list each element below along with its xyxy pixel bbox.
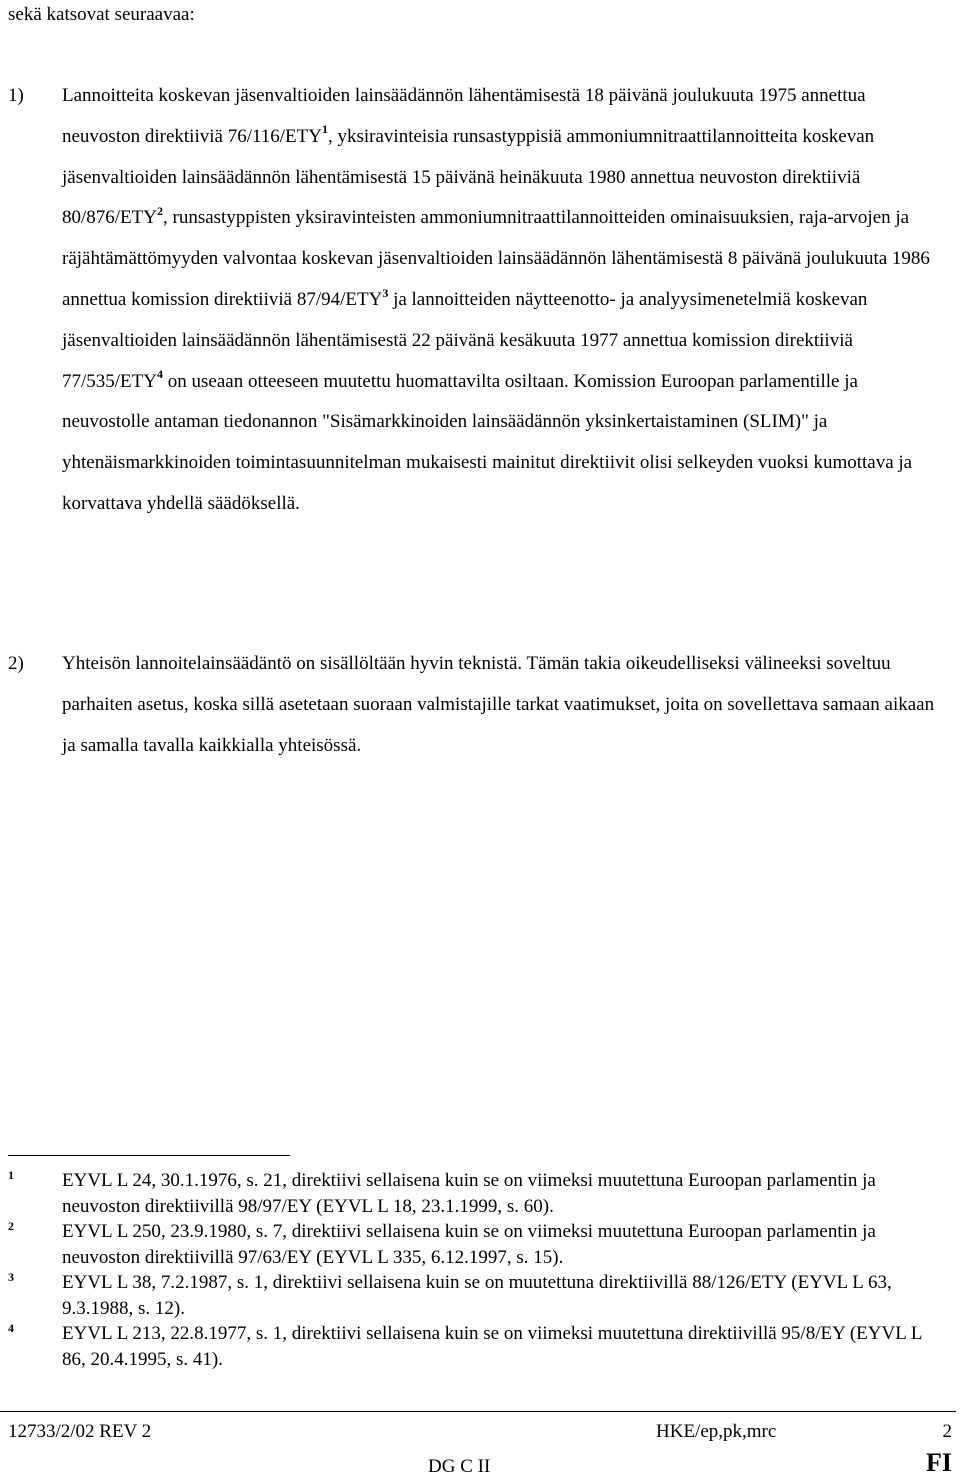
paragraph-text-segment: , yksiravinteisia runsastyppisiä ammoniumnitraattilannoitteita koskevan jäsenvaltioiden lainsäädännön lähentämisestä 15 päivänä heinäkuuta 1980 annettua neuvoston direktiiviä 80/876/ETY bbox=[62, 125, 875, 229]
footnote-number: 4 bbox=[8, 1321, 14, 1335]
footnote-number: 3 bbox=[8, 1270, 14, 1284]
paragraph-text bbox=[62, 644, 938, 766]
footnote-3 bbox=[8, 1270, 938, 1321]
paragraph-text-segment: ja lannoitteiden näytteenotto- ja analyysimenetelmiä koskevan jäsenvaltioiden lainsäädännön lähentämisestä 22 päivänä kesäkuuta 1977 annettua komission direktiiviä 77/535/ETY bbox=[62, 288, 868, 392]
author-initials: HKE/ep,pk,mrc bbox=[656, 1421, 777, 1442]
numbered-paragraph-2 bbox=[8, 644, 938, 766]
directorate-label: DG C II bbox=[428, 1456, 491, 1477]
footnote-text: EYVL L 24, 30.1.1976, s. 21, direktiivi sellaisena kuin se on viimeksi muutettuna Euroopan parlamentin ja neuvoston direktiivillä 98/97/EY (EYVL L 18, 23.1.1999, s. 60). bbox=[62, 1170, 876, 1217]
footnote-number: 1 bbox=[8, 1168, 14, 1182]
paragraph-text-segment: Yhteisön lannoitelainsäädäntö on sisällöltään hyvin teknistä. Tämän takia oikeudelliseksi välineeksi soveltuu parhaiten asetus, koska sillä asetetaan suoraan valmistajille tarkat vaatimukset, joita on sovellettava samaan aikaan ja samalla tavalla kaikkialla yhteisössä. bbox=[62, 653, 935, 756]
footnote-ref[interactable]: 1 bbox=[321, 122, 328, 137]
footnote-ref[interactable]: 4 bbox=[157, 367, 163, 382]
footnote-4 bbox=[8, 1321, 938, 1372]
footnote-ref[interactable]: 3 bbox=[382, 285, 389, 300]
footnote-1 bbox=[8, 1168, 938, 1219]
footnote-2 bbox=[8, 1219, 938, 1270]
footnote-text: EYVL L 213, 22.8.1977, s. 1, direktiivi sellaisena kuin se on viimeksi muutettuna direktiivillä 95/8/EY (EYVL L 86, 20.4.1995, s. 41). bbox=[62, 1323, 922, 1370]
footnote-text: EYVL L 250, 23.9.1980, s. 7, direktiivi sellaisena kuin se on viimeksi muutettuna Euroopan parlamentin ja neuvoston direktiivillä 97/63/EY (EYVL L 335, 6.12.1997, s. 15). bbox=[62, 1221, 876, 1268]
footnote-text: EYVL L 38, 7.2.1987, s. 1, direktiivi sellaisena kuin se on muutettuna direktiivillä 88/126/ETY (EYVL L 63, 9.3.1988, s. 12). bbox=[62, 1272, 892, 1319]
page-number: 2 bbox=[942, 1421, 952, 1442]
paragraph-text bbox=[62, 76, 938, 525]
footnote-separator bbox=[8, 1155, 290, 1156]
paragraph-text-segment: , runsastyppisten yksiravinteisten ammoniumnitraattilannoitteiden ominaisuuksien, raja-arvojen ja räjähtämättömyyden valvontaa koskevan jäsenvaltioiden lainsäädännön lähentämisestä 8 päivänä joulukuuta 1986 annettua komission direktiiviä 87/94/ETY bbox=[62, 207, 930, 310]
language-code: FI bbox=[926, 1448, 952, 1477]
footnote-number: 2 bbox=[8, 1219, 14, 1233]
paragraph-text-segment: on useaan otteeseen muutettu huomattavilta osiltaan. Komission Euroopan parlamentille ja neuvostolle antaman tiedonannon "Sisämarkkinoiden lainsäädännön yksinkertaistaminen (SLIM)" ja yhtenäismarkkinoiden toimintasuunnitelman mukaisesti mainitut direktiivit olisi selkeyden vuoksi kumottava ja korvattava yhdellä säädöksellä. bbox=[62, 370, 913, 514]
document-reference: 12733/2/02 REV 2 bbox=[8, 1421, 152, 1442]
paragraph-number: 1) bbox=[8, 85, 24, 106]
paragraph-text-segment: Lannoitteita koskevan jäsenvaltioiden lainsäädännön lähentämisestä 18 päivänä joulukuuta 1975 annettua neuvoston direktiiviä 76/116/ETY bbox=[62, 85, 866, 147]
footer-separator bbox=[0, 1411, 956, 1412]
footnotes bbox=[8, 1168, 938, 1372]
numbered-paragraph-1 bbox=[8, 76, 938, 525]
footnote-ref[interactable]: 2 bbox=[157, 204, 163, 219]
paragraph-number: 2) bbox=[8, 653, 24, 674]
intro-text: sekä katsovat seuraavaa: bbox=[8, 4, 195, 25]
